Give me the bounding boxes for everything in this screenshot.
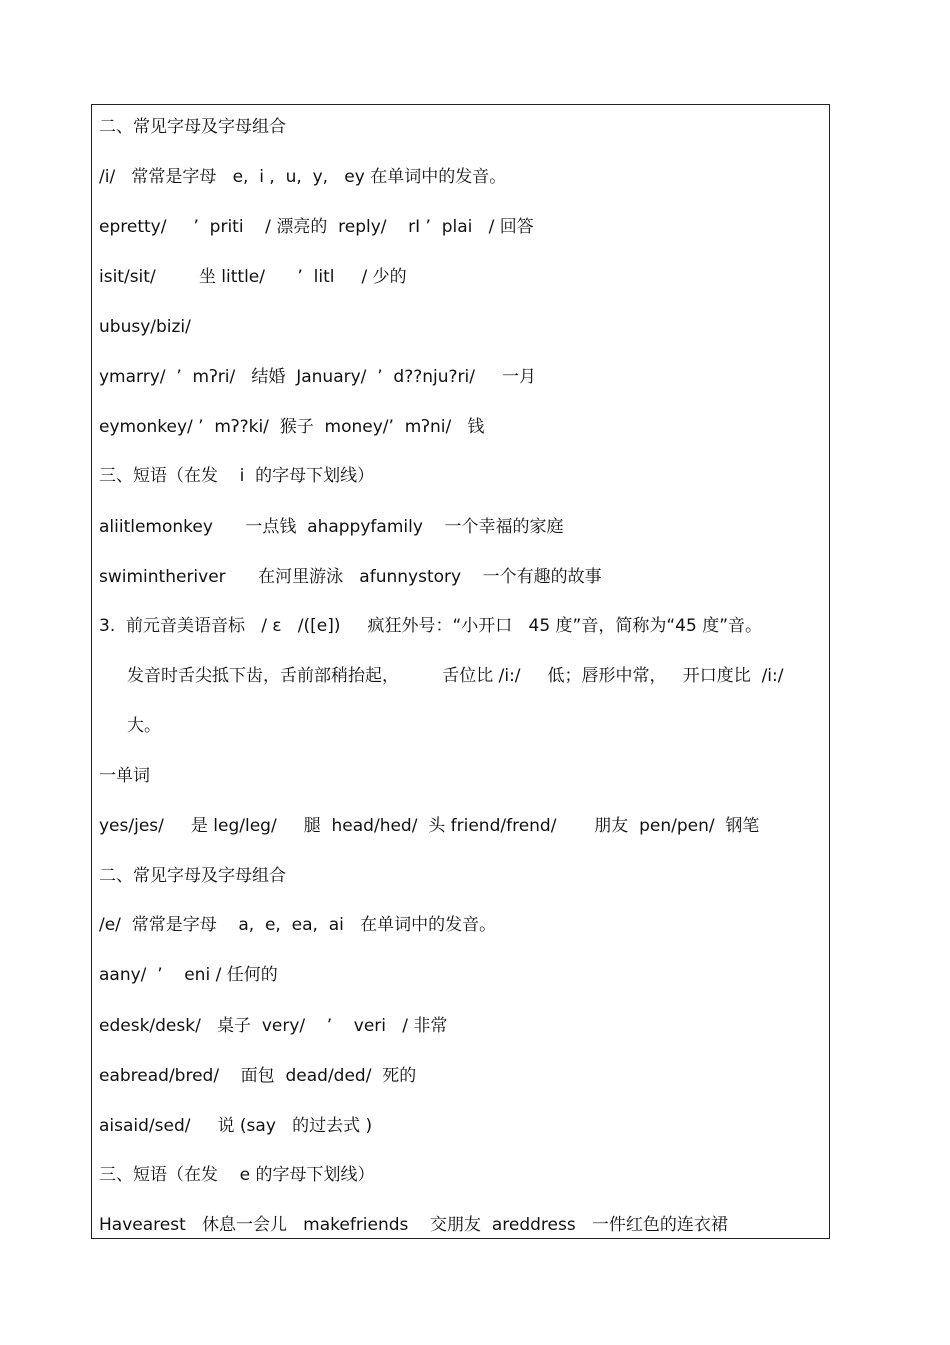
word-example-line: aany/ ’ eni / 任何的 xyxy=(99,965,278,985)
vowel-section-title: 3. 前元音美语音标 / ε /([e]) 疯狂外号：“小开口 45 度”音，简称为“45 度”音。 xyxy=(99,616,763,636)
pronunciation-rule-e: /e/ 常常是字母 a, e, ea, ai 在单词中的发音。 xyxy=(99,915,497,935)
section-heading-words: 一单词 xyxy=(99,766,150,786)
word-example-line: edesk/desk/ 桌子 very/ ’ veri / 非常 xyxy=(99,1016,448,1036)
phrase-example-line: aliitlemonkey 一点钱 ahappyfamily 一个幸福的家庭 xyxy=(99,517,564,537)
word-example-line: epretty/ ’ priti / 漂亮的 reply/ rI ’ plai / 回答 xyxy=(99,217,534,237)
word-example-line: ymarry/ ’ mʔri/ 结婚 January/ ’ d??nju?ri/ 一月 xyxy=(99,367,537,387)
word-example-line: eabread/bred/ 面包 dead/ded/ 死的 xyxy=(99,1066,417,1086)
section-heading-phrases: 三、短语（在发 e 的字母下划线） xyxy=(99,1165,375,1185)
section-heading-letters: 二、常见字母及字母组合 xyxy=(99,866,286,886)
phrase-example-line: Havearest 休息一会儿 makefriends 交朋友 areddress 一件红色的连衣裙 xyxy=(99,1215,728,1235)
word-example-line: aisaid/sed/ 说 (say 的过去式 ) xyxy=(99,1116,373,1136)
word-example-line: eymonkey/ ’ mʔ?ki/ 猴子 money/’ mʔni/ 钱 xyxy=(99,417,485,437)
pronunciation-rule-i: /i/ 常常是字母 e, i , u, y, ey 在单词中的发音。 xyxy=(99,167,507,187)
phrase-example-line: swimintheriver 在河里游泳 afunnystory 一个有趣的故事 xyxy=(99,567,602,587)
section-heading-phrases: 三、短语（在发 i 的字母下划线） xyxy=(99,466,375,486)
vowel-description-end: 大。 xyxy=(127,716,161,736)
word-example-line: isit/sit/ 坐 little/ ’ litl / 少的 xyxy=(99,267,407,287)
section-heading-letters: 二、常见字母及字母组合 xyxy=(99,117,286,137)
word-example-line: yes/jes/ 是 leg/leg/ 腿 head/hed/ 头 friend/frend/ 朋友 pen/pen/ 钢笔 xyxy=(99,816,760,836)
vowel-description: 发音时舌尖抵下齿，舌前部稍抬起， 舌位比 /i:/ 低；唇形中常， 开口度比 /i:/ xyxy=(127,666,784,686)
word-example-line: ubusy/bizi/ xyxy=(99,317,191,337)
